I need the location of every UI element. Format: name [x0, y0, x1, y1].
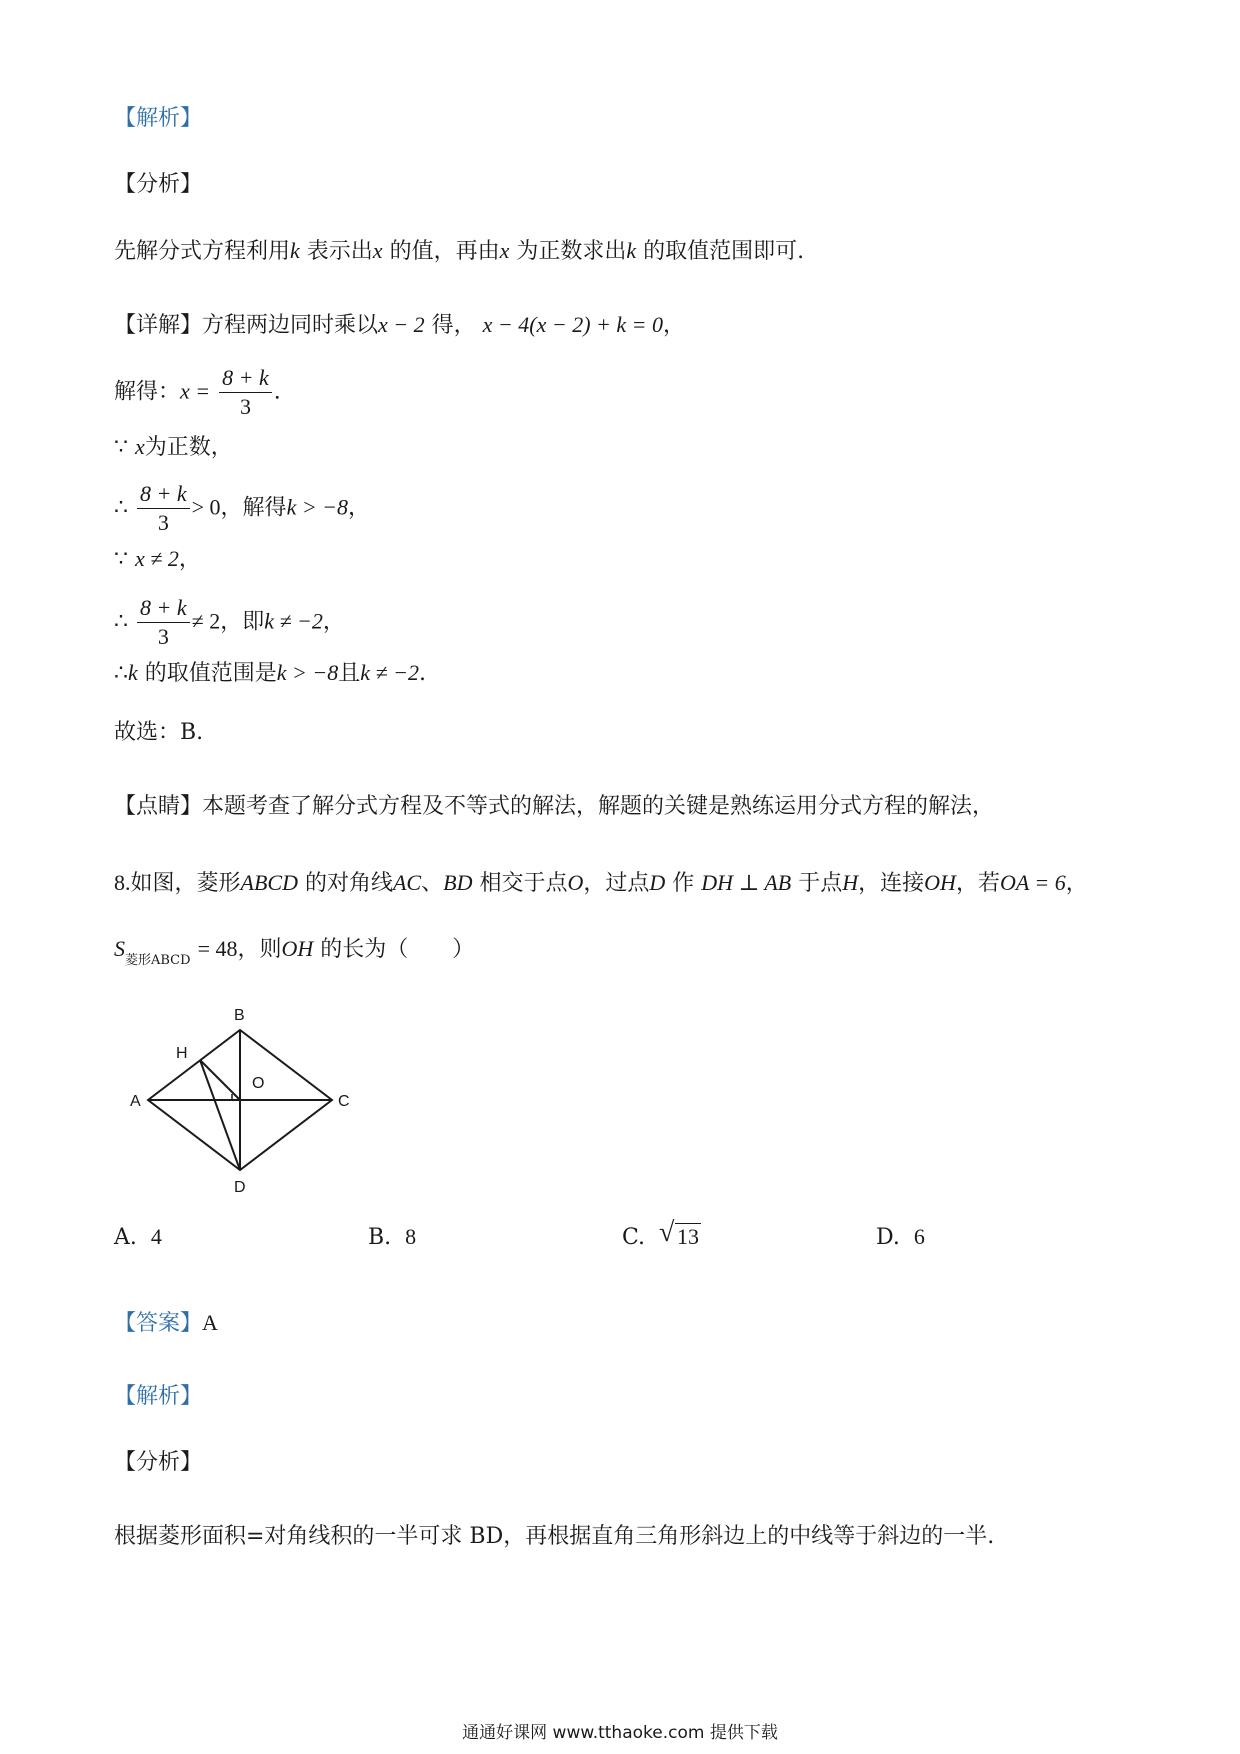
math-expr: = 48 [197, 936, 238, 961]
therefore-line-2 [114, 594, 345, 651]
math-expr: ≠ 2 [191, 608, 221, 634]
option-letter: A. [114, 1225, 137, 1250]
math-var: k [626, 238, 637, 263]
text: 作 [672, 871, 695, 896]
section-header-jiexi-2: 【解析】 [114, 1384, 203, 1409]
subscript: 菱形ABCD [125, 953, 191, 968]
math-var: x [372, 238, 383, 263]
text: . [273, 379, 281, 405]
math-var: AC [392, 870, 422, 895]
math-var: S [114, 936, 125, 961]
math-expr: > 0 [191, 494, 221, 520]
text: ， [663, 313, 686, 338]
answer-label: 【答案】 [114, 1311, 203, 1336]
text: 且 [338, 661, 361, 686]
option-c[interactable] [622, 1217, 701, 1253]
text: 本题考查了解分式方程及不等式的解法，解题的关键是熟练运用分式方程的解法， [202, 794, 995, 819]
text: ， [178, 547, 201, 572]
section-header-fenxi-2: 【分析】 [114, 1450, 203, 1475]
rhombus-figure [120, 1000, 380, 1200]
fraction [137, 480, 190, 537]
segment-dh [200, 1060, 240, 1170]
math-var: x [135, 434, 145, 459]
fraction-denominator: 3 [157, 624, 169, 649]
text: 得， [431, 313, 476, 338]
because-line-1 [114, 432, 233, 463]
comment-label: 【点睛】 [114, 794, 203, 819]
fraction [219, 364, 272, 421]
label-b: B [234, 1007, 245, 1024]
text: 的对角线 [304, 871, 393, 896]
text: ，解得 [220, 495, 287, 521]
because-symbol: ∵ [114, 435, 128, 460]
because-line-2 [114, 544, 201, 575]
option-letter: B. [368, 1225, 392, 1250]
analysis-paragraph [114, 236, 804, 267]
fraction-denominator: 3 [239, 394, 251, 419]
label-a: A [130, 1093, 141, 1110]
detail-line [114, 310, 685, 341]
label-h: H [176, 1045, 188, 1062]
text: 表示出 [306, 239, 373, 264]
therefore-line-3 [114, 658, 426, 689]
text: ，即 [220, 609, 265, 635]
option-d[interactable] [876, 1222, 925, 1253]
therefore-symbol: ∴ [114, 661, 128, 686]
therefore-symbol: ∴ [114, 495, 128, 521]
math-var: D [649, 870, 666, 895]
math-var: ABCD [240, 870, 298, 895]
text: ， [348, 495, 371, 521]
math-var: x [499, 238, 510, 263]
math-expr: k ≠ −2 [360, 660, 419, 685]
math-expr: k ≠ −2 [264, 608, 323, 634]
sqrt-expression [659, 1217, 701, 1253]
radical-sign: √ [659, 1217, 675, 1248]
text: 方程两边同时乘以 [202, 313, 379, 338]
option-value: 13 [677, 1224, 700, 1249]
text: 如图，菱形 [130, 871, 241, 896]
option-b[interactable] [368, 1222, 416, 1253]
detail-label: 【详解】 [114, 313, 203, 338]
question-number: 8. [114, 870, 131, 895]
text: ，过点 [583, 871, 650, 896]
text: 解得： [114, 379, 181, 405]
math-expr: x ≠ 2 [135, 546, 179, 571]
math-expr: k > −8 [276, 660, 339, 685]
section-header-fenxi: 【分析】 [114, 172, 203, 197]
math-var: OH [924, 870, 956, 895]
because-symbol: ∵ [114, 547, 128, 572]
text: 于点 [798, 871, 843, 896]
math-var: BD [443, 870, 473, 895]
text: ，若 [955, 871, 1000, 896]
math-var: O [567, 870, 584, 895]
text: ， [322, 609, 345, 635]
fraction-denominator: 3 [157, 510, 169, 535]
therefore-symbol: ∴ [114, 609, 128, 635]
answer-value: A [202, 1310, 218, 1335]
option-value: 4 [150, 1224, 162, 1249]
fraction [137, 594, 190, 651]
solve-line [114, 364, 281, 421]
option-letter: D. [876, 1225, 900, 1250]
question-8-line-1 [114, 868, 1088, 899]
math-var: H [842, 870, 859, 895]
text: 的取值范围即可. [643, 239, 805, 264]
math-expr: k > −8 [286, 494, 349, 520]
text: 、 [421, 871, 444, 896]
fraction-numerator: 8 + k [137, 594, 190, 623]
text: 为正数求出 [516, 239, 627, 264]
text: 的取值范围是 [144, 661, 277, 686]
math-expr: x − 2 [378, 312, 425, 337]
choice-line: 故选：B. [114, 720, 204, 745]
option-value: 8 [405, 1224, 417, 1249]
option-a[interactable] [114, 1222, 162, 1253]
page-footer: 通通好课网 www.tthaoke.com 提供下载 [462, 1723, 778, 1743]
answer-line [114, 1308, 218, 1339]
math-expr: x − 4(x − 2) + k = 0 [482, 312, 664, 337]
analysis-paragraph-2: 根据菱形面积=对角线积的一半可求 BD，再根据直角三角形斜边上的中线等于斜边的一半. [114, 1524, 995, 1549]
text: 为正数， [144, 435, 233, 460]
text: 先解分式方程利用 [114, 239, 291, 264]
segment-oh [200, 1060, 240, 1100]
math-expr: OA = 6 [999, 870, 1066, 895]
text: 的值，再由 [389, 239, 500, 264]
text: 相交于点 [479, 871, 568, 896]
comment-line [114, 792, 994, 822]
text: ，则 [237, 937, 282, 962]
text: 的长为（ ） [320, 937, 475, 962]
fraction-numerator: 8 + k [137, 480, 190, 509]
math-expr: x = [180, 378, 211, 404]
label-d: D [234, 1179, 246, 1196]
label-c: C [338, 1093, 350, 1110]
label-o: O [252, 1075, 265, 1092]
math-expr: DH ⊥ AB [701, 870, 792, 895]
section-header-jiexi: 【解析】 [114, 106, 203, 131]
option-letter: C. [622, 1225, 646, 1250]
option-value: 6 [913, 1224, 925, 1249]
math-var: k [128, 660, 138, 685]
text: ，连接 [858, 871, 925, 896]
math-var: k [290, 238, 300, 263]
text: ， [1065, 871, 1088, 896]
math-var: OH [281, 936, 314, 961]
question-8-line-2 [114, 934, 474, 976]
text: . [418, 661, 426, 686]
fraction-numerator: 8 + k [219, 364, 272, 393]
therefore-line-1 [114, 480, 370, 537]
